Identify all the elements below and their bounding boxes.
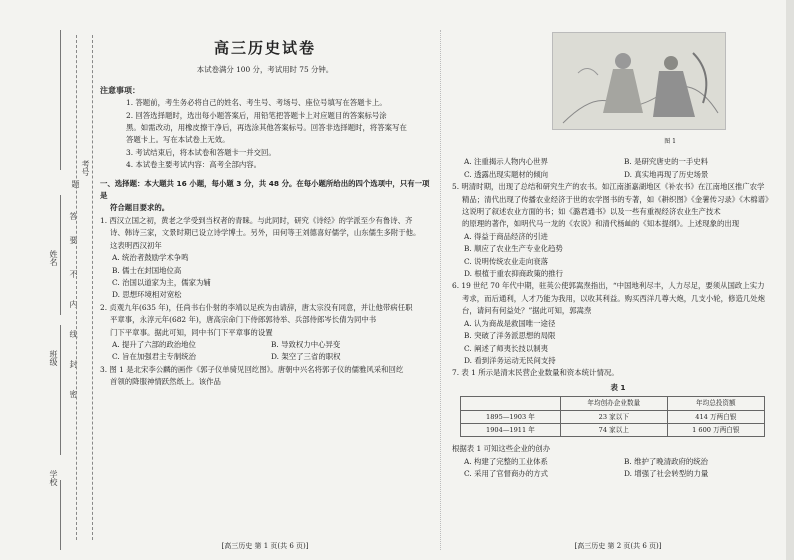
page-edge [786,0,794,560]
warn-char: 题 [71,180,80,188]
option-row [452,169,784,181]
table-header: 年均总投资额 [667,397,764,410]
question-text: 这说明了叙述农业方面的书；如《潞君通书》以及一些有重视经济农业生产技术 [462,207,721,217]
exam-title: 高三历史试卷 [213,39,316,57]
question-text: 诗、韩诗三家，文景时期已设立诗学博士。另外，田何等王刘德喜好儒学，山东儒生多附于他。 [110,228,421,238]
school-label: 学校 [49,470,58,486]
question-5 [452,280,784,367]
seal-line [92,35,93,540]
table-cell: 1904—1911 年 [461,423,561,436]
option-row [452,468,784,480]
question-text: 的原理的著作，如明代马一龙的《农说》和清代杨屾的《知本提纲》。上述现象的出现 [462,219,740,229]
question-text: 门下平章事。据此可知，同中书门下平章事的设置 [110,327,273,337]
page-footer: [高三历史 第 2 页(共 6 页)] [574,541,662,550]
question-4 [452,181,784,280]
option-c: C. 旨在加强君主专制统治 [112,352,196,362]
exam-no-label: 考号 [81,160,90,176]
table-cell: 74 家以上 [560,423,667,436]
question-text: 考求，而后通利，人才乃能为我用，以收其利益。购买西洋几尊大炮，几支小轮，修造几处炮 [462,293,766,303]
option-b: B. 是研究唐史的一手史料 [624,157,709,167]
option-d: D. 根植于重农抑商政策的推行 [464,269,564,279]
question-stem: 根据表 1 可知这些企业的创办 [452,444,551,454]
painting-image [553,33,725,129]
stats-table [460,396,765,437]
option-a: A. 构建了完整的工业体系 [464,456,548,466]
option-a: A. 认为商战是救国唯一途径 [464,318,556,328]
class-label: 班级 [49,350,58,366]
question-2 [100,302,430,364]
note-line: 4. 本试卷主要考试内容：高考全部内容。 [126,160,262,170]
page-2 [452,28,784,558]
table-cell: 23 家以下 [560,410,667,423]
option-d: D. 增强了社会转型的力量 [624,469,709,479]
option-b: B. 儒士在封国地位高 [112,265,182,275]
table-row [461,423,765,436]
page-gutter [440,30,442,550]
option-row [452,456,784,468]
figure-caption: 图 1 [664,138,676,145]
warn-char: 不 [69,270,78,278]
question-1 [100,215,430,302]
option-a: A. 得益于商品经济的引进 [464,231,548,241]
table-cell: 414 万两白银 [667,410,764,423]
note-line: 2. 回答选择题时，选出每小题答案后，用铅笔把答题卡上对应题目的答案标号涂 [126,110,387,120]
option-a: A. 统治者鼓励学术争鸣 [112,253,189,263]
warn-char: 密 [69,390,78,398]
option-c: C. 阐述了师夷长技以制夷 [464,343,548,353]
note-line: 1. 答题前，考生务必将自己的姓名、考生号、考场号、座位号填写在答题卡上。 [126,98,387,108]
option-d: D. 思想环境相对宽松 [112,290,182,300]
option-d: D. 真实地再现了历史场景 [624,169,709,179]
page-footer: [高三历史 第 1 页(共 6 页)] [221,541,309,550]
option-a: A. 注重揭示人物内心世界 [464,157,548,167]
underline [60,30,61,170]
question-text: 2. 贞观九年(635 年)，任尚书右仆射的李靖以足疾为由请辞，唐太宗没有同意，并让他带病任职 [100,302,413,312]
option-b: B. 导致权力中心异变 [271,339,341,349]
option-row [100,351,430,363]
note-line: 黑。如需改动，用橡皮擦干净后，再选涂其他答案标号。回答非选择题时，将答案写在 [126,123,407,133]
option-c: C. 采用了官督商办的方式 [464,469,548,479]
option-b: B. 顺应了农业生产专业化趋势 [464,244,563,254]
seal-line [76,35,77,540]
question-text: 首领的降服神情跃然纸上。该作品 [110,377,221,387]
option-c: C. 治国以道家为主，儒家为辅 [112,277,211,287]
table-cell: 1 600 万两白银 [667,423,764,436]
underline [60,480,61,550]
section-heading: 一、选择题：本大题共 16 小题，每小题 3 分，共 48 分。在每小题所给出的四个选项中，只有一项是 [100,178,430,201]
question-3 [100,364,430,389]
page-1 [100,28,430,558]
option-c: C. 说明传统农业走向衰落 [464,256,548,266]
question-text: 6. 19 世纪 70 年代中期，驻英公使郭嵩焘指出，“中国地利尽丰，人力尽足，要须从国政上实力 [452,281,765,291]
question-text: 7. 表 1 所示是清末民营企业数量和资本统计情况。 [452,368,619,378]
question-text: 1. 西汉立国之初，黄老之学受到当权者的青睐。与此同时，研究《诗经》的学派至少有鲁诗、齐 [100,215,413,225]
table-header: 年均创办企业数量 [560,397,667,410]
underline [60,325,61,455]
option-d: D. 架空了三省的职权 [271,352,341,362]
underline [60,195,61,315]
option-b: B. 突破了洋务派思想的局限 [464,331,556,341]
warn-char: 封 [69,360,78,368]
warn-char: 答 [69,212,78,220]
option-d: D. 看到洋务运动无民间支持 [464,355,556,365]
warn-char: 内 [69,300,78,308]
warn-char: 要 [69,236,78,244]
option-row [452,156,784,168]
binding-margin [0,0,95,560]
question-text: 精品；清代出现了传播农业经济于世的农学图书的专著，如《耕织图》《金薯传习录》《木棉谱》 [462,194,773,204]
option-a: A. 提升了六部的政治地位 [112,339,196,349]
table-row [461,410,765,423]
question-text: 平章事，永淳元年(682 年)，唐高宗命门下侍郎郭待举、兵部侍郎岑长倩为同中书 [110,315,377,325]
table-header [461,397,561,410]
question-text: 5. 明清时期，出现了总结和研究生产的农书。如江南浙嘉湖地区《补农书》在江南地区推广农学 [452,182,765,192]
notes-heading: 注意事项： [100,85,140,95]
painting-illustration [552,32,726,130]
question-text: 3. 图 1 是北宋李公麟的画作《郭子仪单骑见回纥图》。唐朝中兴名将郭子仪的儒雅风采和回纥 [100,364,404,374]
table-header-row [461,397,765,410]
question-6 [452,367,784,480]
option-b: B. 维护了晚清政府的统治 [624,456,709,466]
table-cell: 1895—1903 年 [461,410,561,423]
question-text: 这表明西汉初年 [110,240,162,250]
table-title: 表 1 [610,382,626,392]
warn-char: 线 [69,330,78,338]
option-c: C. 透露出现实题材的倾向 [464,169,548,179]
section-heading-cont: 符合题目要求的。 [110,203,170,213]
name-label: 姓名 [49,250,58,266]
exam-subtitle: 本试卷满分 100 分，考试用时 75 分钟。 [196,65,334,75]
note-line: 3. 考试结束后，将本试卷和答题卡一并交回。 [126,147,276,157]
option-row [100,339,430,351]
note-line: 答题卡上。写在本试卷上无效。 [126,135,230,145]
question-text: 台，请问有何益处？”据此可知，郭嵩焘 [462,306,592,316]
